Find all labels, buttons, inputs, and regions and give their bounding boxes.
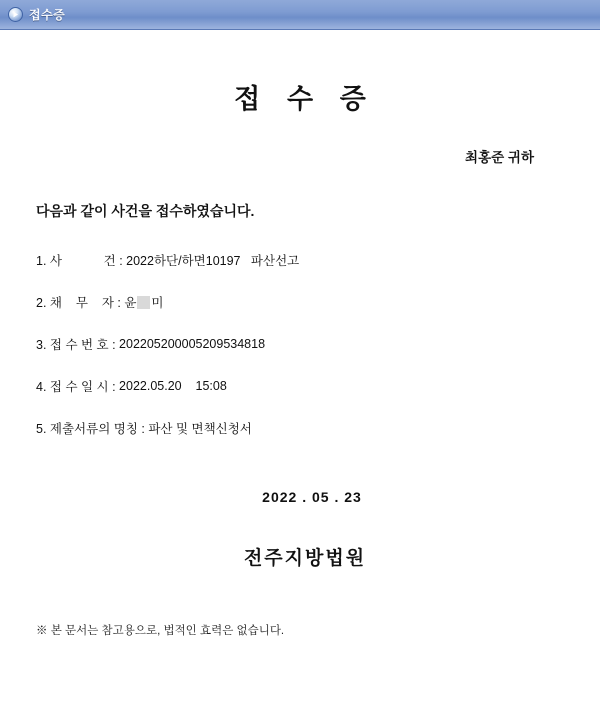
receipt-item-list bbox=[36, 251, 564, 437]
item-label: 2. 채 무 자 : bbox=[36, 296, 121, 310]
item-value: 2022.05.20 15:08 bbox=[119, 379, 227, 393]
recipient-name: 최홍준 귀하 bbox=[465, 150, 534, 165]
window-titlebar bbox=[0, 0, 600, 30]
item-value: 윤 bbox=[124, 296, 137, 310]
list-item bbox=[36, 293, 564, 311]
item-label: 5. 제출서류의 명칭 : bbox=[36, 422, 145, 436]
item-value: 2022하단/하면10197 파산선고 bbox=[126, 254, 300, 268]
window-title: 접수증 bbox=[29, 7, 66, 22]
court-name: 전주지방법원 bbox=[243, 548, 367, 569]
list-item bbox=[36, 377, 564, 395]
lead-statement: 다음과 같이 사건을 접수하였습니다. bbox=[36, 203, 255, 219]
list-item bbox=[36, 335, 564, 353]
list-item bbox=[36, 419, 564, 437]
arrow-circle-icon bbox=[8, 7, 23, 22]
item-value: 202205200005209534818 bbox=[119, 337, 266, 351]
document-page bbox=[0, 77, 600, 713]
item-value: 파산 및 면책신청서 bbox=[148, 422, 252, 436]
item-value-suffix: 미 bbox=[151, 296, 164, 310]
list-item bbox=[36, 251, 564, 269]
item-label: 1. 사 건 : bbox=[36, 254, 123, 268]
item-label: 3. 접 수 번 호 : bbox=[36, 338, 116, 352]
issue-date: 2022 . 05 . 23 bbox=[262, 489, 362, 505]
item-label: 4. 접 수 일 시 : bbox=[36, 380, 116, 394]
redaction-mark bbox=[137, 296, 150, 309]
page-title: 접 수 증 bbox=[234, 84, 376, 114]
legal-footnote: ※ 본 문서는 참고용으로, 법적인 효력은 없습니다. bbox=[36, 625, 285, 637]
